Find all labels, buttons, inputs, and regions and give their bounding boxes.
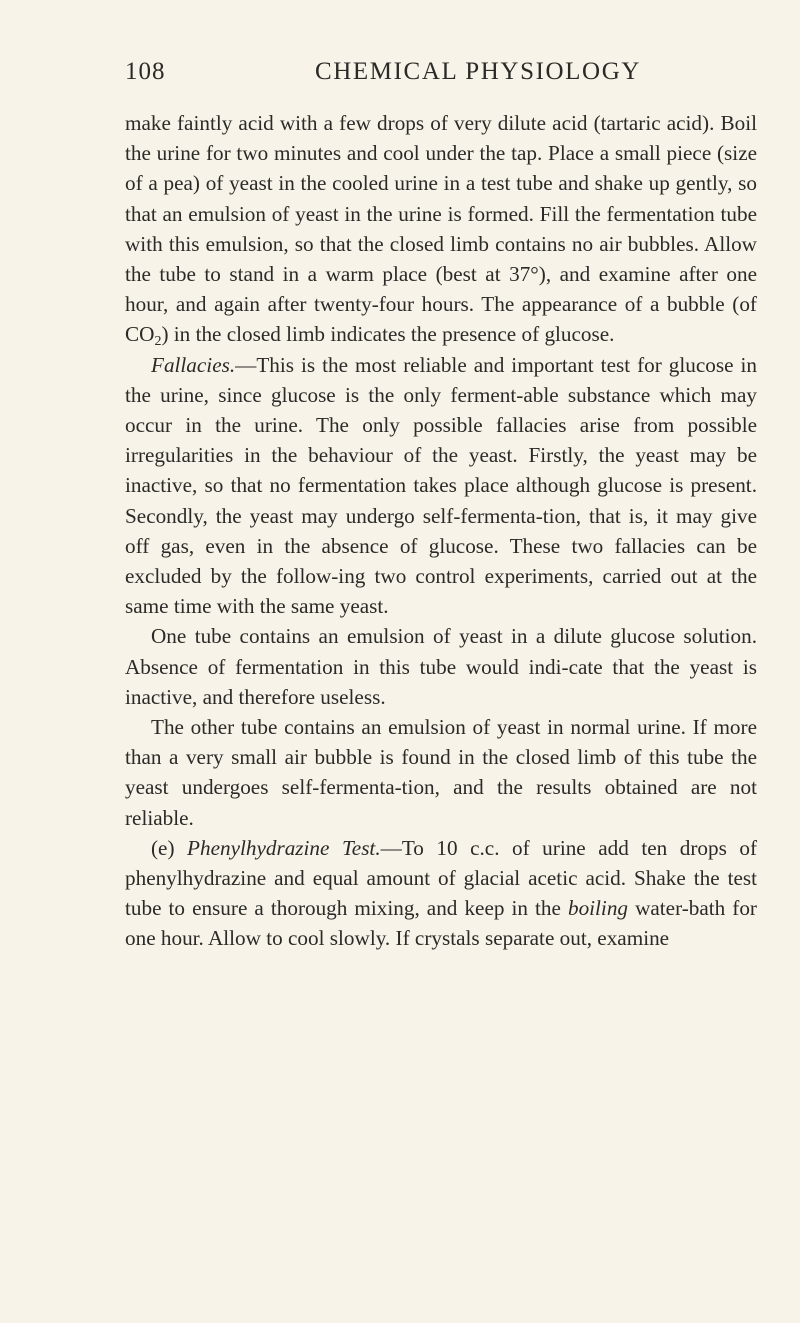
section-label: (e) (151, 835, 175, 860)
paragraph-text: —This is the most reliable and important test for glucose in the urine, since glucose is the only ferment-able substance which may occur in the urine. The only possible fallacies arise from possible irregularities in the behaviour of the yeast. Firstly, the yeast may be inactive, so that no fermentation takes place although glucose is present. Secondly, the yeast may undergo self-fermenta-tion, that is, it may give off gas, even in the absence of glucose. These two fallacies can be excluded by the follow-ing two control experiments, carried out at the same time with the same yeast. (125, 352, 757, 619)
subscript: 2 (154, 334, 162, 350)
paragraph-text: One tube contains an emulsion of yeast in a dilute glucose solution. Absence of fermentation in this tube would indi-cate that the yeast is inactive, and therefore useless. (125, 624, 757, 709)
paragraph-heading: Fallacies. (151, 352, 236, 377)
page-number: 108 (125, 58, 166, 85)
paragraph-control-urine (125, 712, 757, 833)
paragraph-text: —To 10 c.c. of urine add ten drops of phenylhydrazine and equal amount of glacial acetic acid. Shake the test tube to ensure a thorough mixing, and keep in the (125, 835, 757, 921)
paragraph-text: make faintly acid with a few drops of very dilute acid (tartaric acid). Boil the urine for two minutes and cool under the tap. Place a small piece (size of a pea) of yeast in the cooled urine in a test tube and shake up gently, so that an emulsion of yeast in the urine is formed. Fill the fermentation tube with this emulsion, so that the closed limb contains no air bubbles. Allow the tube to stand in a warm place (best at 37°), and examine after one hour, and again after twenty-four hours. The appearance of a bubble (of CO (125, 111, 757, 347)
paragraph-heading: Phenylhydrazine Test. (187, 835, 381, 860)
paragraph-fallacies (125, 350, 757, 622)
paragraph-text: The other tube contains an emulsion of yeast in normal urine. If more than a very small air bubble is found in the closed limb of this tube the yeast undergoes self-fermenta-tion, and the results obtained are not reliable. (125, 715, 757, 830)
body-text (125, 108, 757, 954)
paragraph-yeast-procedure (125, 108, 757, 350)
paragraph-text: ) in the closed limb indicates the presence of glucose. (161, 322, 615, 347)
running-head (125, 58, 753, 98)
paragraph-text: water-bath for one hour. Allow to cool slowly. If crystals separate out, examine (125, 896, 757, 951)
paragraph-control-glucose (125, 621, 757, 712)
running-title: CHEMICAL PHYSIOLOGY (315, 58, 642, 85)
emphasis-text: boiling (567, 896, 629, 921)
paragraph-phenylhydrazine-test (125, 833, 757, 954)
